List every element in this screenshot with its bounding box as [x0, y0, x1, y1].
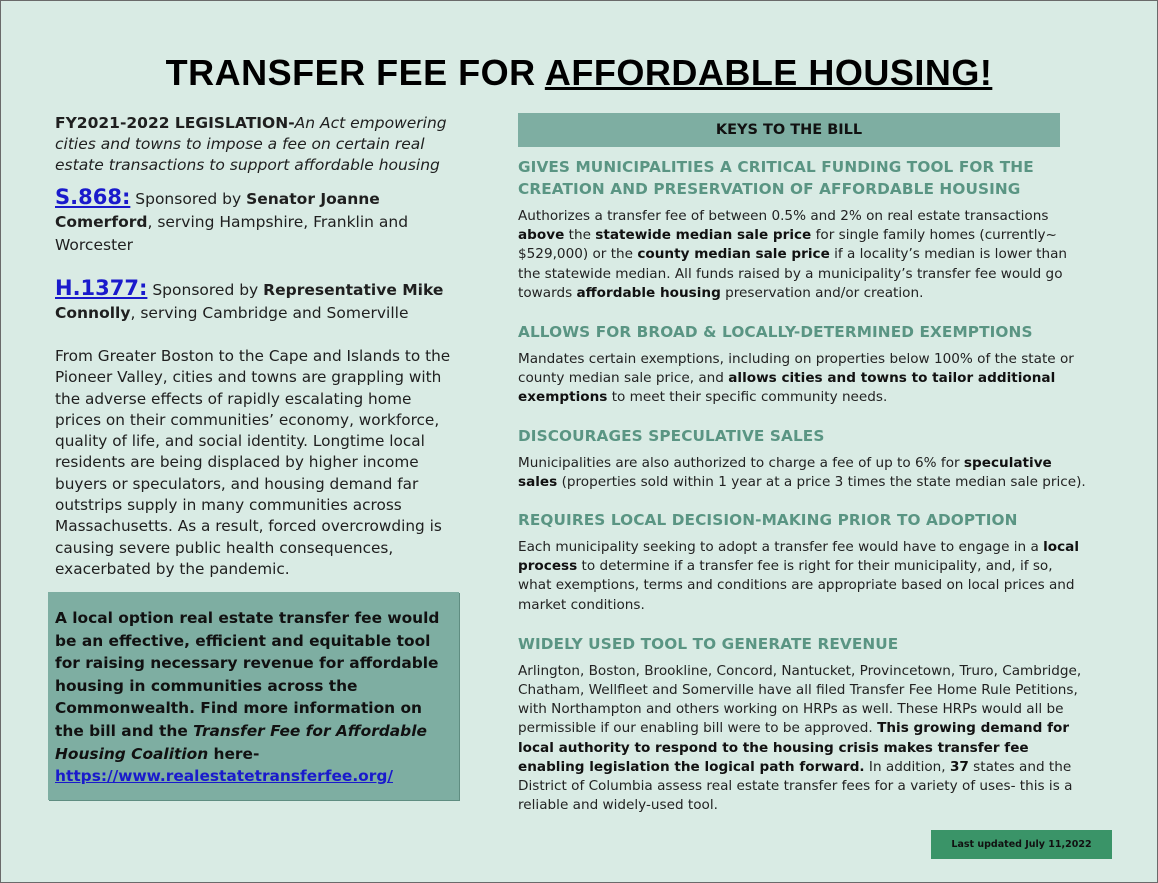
callout-box: [48, 592, 459, 800]
last-updated-badge: Last updated July 11,2022: [931, 830, 1112, 859]
bill-sponsor: Senator Joanne Comerford: [55, 190, 380, 231]
bill-link-h1377[interactable]: H.1377:: [55, 276, 148, 300]
section-heading: DISCOURAGES SPECULATIVE SALES: [518, 426, 825, 445]
bill-sponsor: Representative Mike Connolly: [55, 281, 444, 322]
section-heading: WIDELY USED TOOL TO GENERATE REVENUE: [518, 634, 899, 653]
callout-coalition: Transfer Fee for Affordable Housing Coalition: [55, 721, 427, 763]
callout-text: A local option real estate transfer fee would be an effective, efficient and equitable tool for raising necessary revenue for affordable housing in communities across the Commonwealth. Find more information on the bill and the: [55, 609, 440, 740]
section-text: Arlington, Boston, Brookline, Concord, Nantucket, Provincetown, Truro, Cambridge, Chatham, Wellfleet and Somerville have all filed Transfer Fee Home Rule Petitions, with Northampton and others working on HRPs as well. These HRPs would all be permissible if our enabling bill were to be approved. This growing demand for local authority to respond to the housing crisis makes transfer fee enabling legislation the logical path forward. In addition, 37 states and the District of Columbia assess real estate transfer fees for a variety of uses- this is a reliable and widely-used tool.: [518, 662, 1082, 814]
section-heading: REQUIRES LOCAL DECISION-MAKING PRIOR TO ADOPTION: [518, 511, 1018, 530]
section-text: Each municipality seeking to adopt a transfer fee would have to engage in a local process to determine if a transfer fee is right for their municipality, and, if so, what exemptions, terms and conditions are appropriate based on local prices and market conditions.: [518, 539, 1080, 613]
bill-house: [55, 277, 457, 325]
page-title: [0, 52, 1158, 94]
coalition-website-link[interactable]: https://www.realestatetransferfee.org/: [55, 767, 393, 786]
bill-link-s868[interactable]: S.868:: [55, 185, 131, 209]
title-underlined: AFFORDABLE HOUSING!: [544, 52, 993, 93]
section-heading: ALLOWS FOR BROAD & LOCALLY-DETERMINED EXEMPTIONS: [518, 323, 1033, 342]
section-text: Mandates certain exemptions, including on properties below 100% of the state or county median sale price, and allows cities and towns to tailor additional exemptions to meet their specific community needs.: [518, 351, 1074, 406]
right-column: [518, 113, 1088, 815]
bill-senate: [55, 186, 457, 257]
intro-paragraph: From Greater Boston to the Cape and Islands to the Pioneer Valley, cities and towns are grappling with the adverse effects of rapidly escalating home prices on their communities’ economy, workforce, quality of life, and social identity. Longtime local residents are being displaced by higher income buyers or speculators, and housing demand far outstrips supply in many communities across Massachusetts. As a result, forced overcrowding is causing severe public health consequences, exacerbated by the pandemic.: [55, 347, 451, 578]
bill-text: , serving Cambridge and Somerville: [130, 304, 409, 322]
section-text: Authorizes a transfer fee of between 0.5% and 2% on real estate transactions above the statewide median sale price for single family homes (currently~ $529,000) or the county median sale price if a locality’s median is lower than the statewide median. All funds raised by a municipality’s transfer fee would go towards affordable housing preservation and/or creation.: [518, 208, 1068, 301]
legislation-summary: [55, 113, 457, 176]
legislation-description: An Act empowering cities and towns to impose a fee on certain real estate transactions to support affordable housing: [55, 114, 447, 174]
title-prefix: TRANSFER FEE FOR: [165, 52, 545, 93]
keys-heading: KEYS TO THE BILL: [518, 113, 1060, 147]
section-heading: GIVES MUNICIPALITIES A CRITICAL FUNDING TOOL FOR THE CREATION AND PRESERVATION OF AFFORDABLE HOUSING: [518, 158, 1034, 198]
section-text: Municipalities are also authorized to charge a fee of up to 6% for speculative sales (properties sold within 1 year at a price 3 times the state median sale price).: [518, 454, 1086, 490]
left-column: [55, 113, 457, 580]
bill-text: , serving Hampshire, Franklin and Worcester: [55, 213, 409, 254]
bill-text: Sponsored by: [130, 190, 247, 208]
bill-text: Sponsored by: [147, 281, 264, 299]
callout-text: here-: [208, 744, 260, 763]
legislation-label: FY2021-2022 LEGISLATION-: [55, 114, 295, 132]
